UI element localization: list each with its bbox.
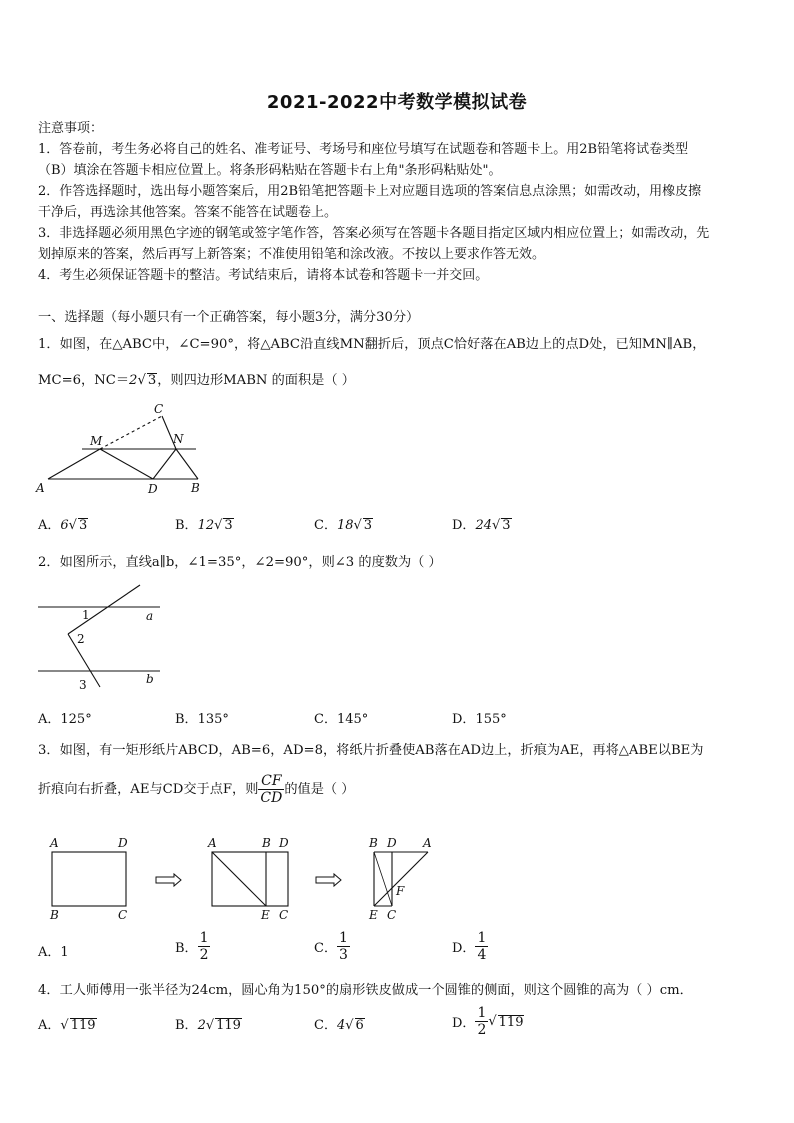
option-letter: D． xyxy=(452,518,476,533)
option-text: 1 xyxy=(60,945,69,960)
option-letter: A． xyxy=(38,712,61,727)
q3-rect-abcd xyxy=(52,852,126,906)
q3-f2-label-c: C xyxy=(279,908,289,922)
radical-sign-icon: √ xyxy=(353,518,362,533)
option-letter: D． xyxy=(452,941,476,956)
radical-sign-icon: √ xyxy=(137,373,146,388)
q3-f2-ae xyxy=(212,852,266,906)
q2-label-2: 2 xyxy=(77,632,85,646)
q4-stem: 4．工人师傅用一张半径为24cm，圆心角为150°的扇形铁皮做成一个圆锥的侧面，则这个圆锥的高为（ ）cm． xyxy=(38,983,693,998)
option-text: 155° xyxy=(475,712,507,727)
radical-sign-icon: √ xyxy=(214,518,223,533)
q1-line-am xyxy=(48,449,100,479)
q1-option-a[interactable] xyxy=(38,514,88,533)
q1-stem-line2 xyxy=(38,369,355,388)
option-letter: A． xyxy=(38,945,61,960)
q2-option-b[interactable] xyxy=(175,708,229,727)
notes-line: 2．作答选择题时，选出每小题答案后，用2B铅笔把答题卡上对应题目选项的答案信息点涂黑；如需改动，用橡皮擦 xyxy=(38,184,702,199)
option-letter: B． xyxy=(175,712,198,727)
q2-option-c[interactable] xyxy=(314,708,368,727)
option-fraction xyxy=(475,930,488,963)
q3-f3-label-c: C xyxy=(387,908,397,922)
option-coef: 24 xyxy=(475,518,492,533)
option-letter: C． xyxy=(314,518,337,533)
option-radicand: 119 xyxy=(498,1014,524,1030)
q1-label-n: N xyxy=(173,432,184,446)
option-text: 145° xyxy=(336,712,369,727)
q1-line-md xyxy=(100,449,153,479)
q3-option-d[interactable] xyxy=(452,930,488,963)
fraction-numerator: 1 xyxy=(338,930,348,946)
q1-option-d[interactable] xyxy=(452,514,512,533)
option-radicand: 6 xyxy=(355,1018,364,1033)
option-radicand: 3 xyxy=(224,518,233,533)
q3-f2-label-a: A xyxy=(208,836,217,850)
option-text: 125° xyxy=(60,712,92,727)
q3-stem-line2 xyxy=(38,773,354,806)
option-coef: 18 xyxy=(336,518,354,533)
q3-f2-label-e: E xyxy=(261,908,270,922)
notes-block xyxy=(38,118,709,286)
q3-f2-outline xyxy=(212,852,288,906)
q2-label-a: a xyxy=(146,609,154,623)
q3-fraction xyxy=(258,773,284,806)
q3-f2-label-d: D xyxy=(279,836,289,850)
option-letter: B． xyxy=(175,518,198,533)
q3-f1-label-c: C xyxy=(118,908,128,922)
q3-f1-label-d: D xyxy=(118,836,128,850)
q3-f3-label-b: B xyxy=(369,836,378,850)
radical-sign-icon: √ xyxy=(205,1018,215,1033)
q1-coef: 2 xyxy=(129,373,138,388)
option-letter: A． xyxy=(38,518,61,533)
option-letter: C． xyxy=(314,941,337,956)
option-letter: C． xyxy=(314,1018,337,1033)
q1-label-m: M xyxy=(90,434,103,448)
option-coef: 12 xyxy=(197,518,215,533)
option-coef: 4 xyxy=(336,1018,346,1033)
q1-option-c[interactable] xyxy=(314,514,373,533)
notes-line: 1．答卷前，考生务必将自己的姓名、准考证号、考场号和座位号填写在试题卷和答题卡上。用2B铅笔将试卷类型 xyxy=(38,142,689,157)
q3-f3-label-f: F xyxy=(396,884,405,898)
option-fraction xyxy=(475,1005,488,1038)
radical-sign-icon: √ xyxy=(68,518,77,533)
q3-f1-label-b: B xyxy=(50,908,59,922)
q1-stem-suffix: ，则四边形MABN 的面积是（ ） xyxy=(157,373,355,388)
option-text: 135° xyxy=(197,712,229,727)
option-fraction xyxy=(198,930,211,963)
q1-line-nb xyxy=(176,449,198,479)
notes-line: 3．非选择题必须用黑色字迹的钢笔或签字笔作答，答案必须写在答题卡各题目指定区域内相应位置上；如需改动，先 xyxy=(38,226,710,241)
radical-sign-icon: √ xyxy=(491,518,501,533)
notes-line: 划掉原来的答案，然后再写上新答案；不准使用铅笔和涂改液。不按以上要求作答无效。 xyxy=(38,247,546,262)
q1-stem-prefix: MC=6，NC＝ xyxy=(38,373,130,388)
fraction-denominator: 4 xyxy=(477,947,487,963)
option-fraction xyxy=(337,930,350,963)
fraction-numerator: CF xyxy=(258,773,284,790)
q3-stem-suffix: 的值是（ ） xyxy=(284,782,355,797)
q3-figure-3 xyxy=(368,836,432,922)
notes-line: 4．考生必须保证答题卡的整洁。考试结束后，请将本试卷和答题卡一并交回。 xyxy=(38,268,489,283)
option-letter: B． xyxy=(175,941,198,956)
q2-option-a[interactable] xyxy=(38,708,92,727)
option-radicand: 119 xyxy=(70,1018,96,1033)
q3-arrow-right-icon xyxy=(156,874,181,886)
q3-arrow-right-icon xyxy=(316,874,341,886)
q1-line-dn xyxy=(153,449,176,479)
option-radicand: 3 xyxy=(363,518,373,533)
fraction-denominator: CD xyxy=(260,790,283,806)
q2-figure xyxy=(30,575,170,695)
option-coef: 6 xyxy=(60,518,69,533)
q4-option-c[interactable] xyxy=(314,1014,365,1033)
q1-figure xyxy=(30,398,220,498)
q1-label-a: A xyxy=(36,481,45,495)
q1-label-d: D xyxy=(148,482,158,496)
q3-figures xyxy=(40,832,450,924)
q1-label-b: B xyxy=(191,481,200,495)
q2-stem: 2．如图所示，直线a∥b，∠1=35°，∠2=90°，则∠3 的度数为（ ） xyxy=(38,555,442,570)
q4-option-a[interactable] xyxy=(38,1014,97,1033)
fraction-denominator: 2 xyxy=(199,947,209,963)
notes-heading: 注意事项： xyxy=(38,121,104,136)
q1-radicand: 3 xyxy=(147,373,157,388)
notes-line: （B）填涂在答题卡相应位置上。将条形码粘贴在答题卡右上角"条形码粘贴处"。 xyxy=(38,163,502,178)
radical-sign-icon: √ xyxy=(60,1018,69,1033)
option-letter: C． xyxy=(314,712,337,727)
notes-line: 干净后，再选涂其他答案。答案不能答在试题卷上。 xyxy=(38,205,338,220)
option-letter: A． xyxy=(38,1018,61,1033)
q1-option-b[interactable] xyxy=(175,514,234,533)
fraction-numerator: 1 xyxy=(477,930,487,946)
radical-sign-icon: √ xyxy=(488,1014,497,1029)
q2-option-d[interactable] xyxy=(452,708,507,727)
option-coef: 2 xyxy=(197,1018,206,1033)
q3-f3-bc xyxy=(374,852,392,906)
q3-stem-line1: 3．如图，有一矩形纸片ABCD，AB=6，AD=8，将纸片折叠使AB落在AD边上，折痕为AE，再将△ABE以BE为 xyxy=(38,743,704,758)
option-letter: D． xyxy=(452,1016,476,1031)
q1-label-c: C xyxy=(154,402,164,416)
section-heading: 一、选择题（每小题只有一个正确答案，每小题3分，满分30分） xyxy=(38,310,420,325)
q3-stem-prefix: 折痕向右折叠，AE与CD交于点F，则 xyxy=(38,782,259,797)
fraction-denominator: 2 xyxy=(477,1022,487,1038)
option-radicand: 3 xyxy=(502,518,511,533)
q3-f2-label-b: B xyxy=(262,836,271,850)
option-letter: B． xyxy=(175,1018,198,1033)
q2-label-1: 1 xyxy=(82,608,90,622)
q3-f1-label-a: A xyxy=(50,836,59,850)
q3-option-c[interactable] xyxy=(314,930,350,963)
q3-figure-2 xyxy=(207,836,289,922)
q3-f3-label-d: D xyxy=(387,836,397,850)
q2-label-b: b xyxy=(146,672,154,686)
q3-f3-label-a: A xyxy=(423,836,432,850)
q3-figure-1 xyxy=(49,836,128,922)
radical-sign-icon: √ xyxy=(345,1018,354,1033)
page-title: 2021-2022中考数学模拟试卷 xyxy=(266,92,528,113)
fraction-numerator: 1 xyxy=(477,1005,487,1021)
q3-option-a[interactable] xyxy=(38,941,69,960)
q3-option-b[interactable] xyxy=(175,930,210,963)
q4-option-d[interactable] xyxy=(452,1005,524,1038)
fraction-denominator: 3 xyxy=(338,947,348,963)
q3-f3-label-e: E xyxy=(369,908,378,922)
q1-stem-line1: 1．如图，在△ABC中，∠C=90°，将△ABC沿直线MN翻折后，顶点C恰好落在AB边上的点D处，已知MN∥AB， xyxy=(38,337,706,352)
q2-ray-upper xyxy=(68,585,140,634)
q2-label-3: 3 xyxy=(79,678,87,692)
q4-option-b[interactable] xyxy=(175,1014,242,1033)
fraction-numerator: 1 xyxy=(199,930,209,946)
q1-dashed-mc xyxy=(100,416,162,449)
option-radicand: 3 xyxy=(78,518,88,533)
option-letter: D． xyxy=(452,712,476,727)
option-radicand: 119 xyxy=(216,1018,241,1033)
